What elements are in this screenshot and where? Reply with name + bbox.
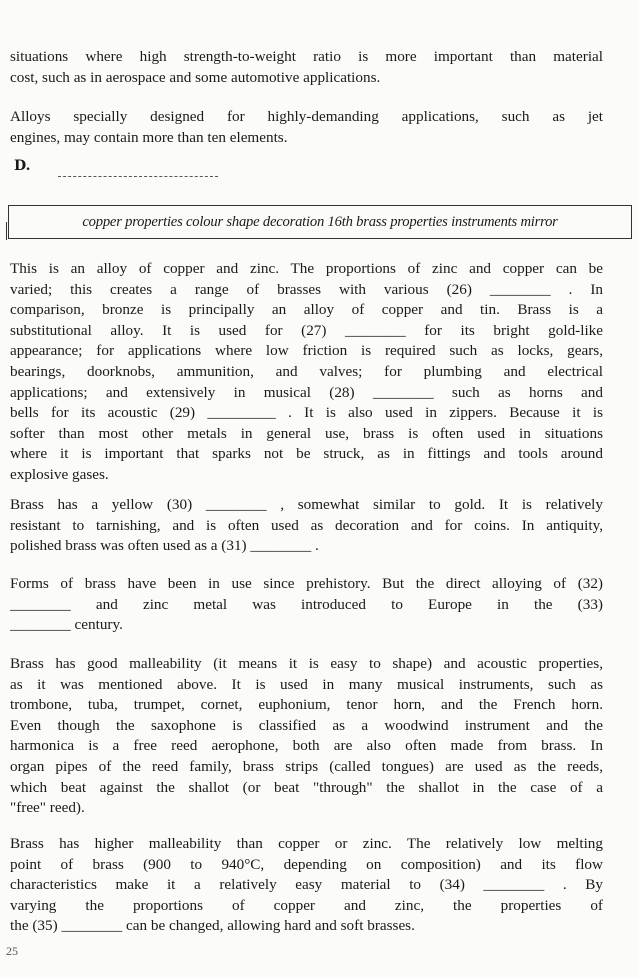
intro-paragraph-1 [10, 47, 603, 88]
text-line: Even though the saxophone is classified as a woodwind instrument and the [10, 716, 603, 734]
text-line: This is an alloy of copper and zinc. The proportions of zinc and copper can be [10, 260, 603, 277]
text-line: appearance; for applications where low friction is required such as locks, gears, [10, 342, 603, 360]
paragraph-brass-history [10, 574, 603, 636]
text-line: explosive gases. [10, 465, 109, 483]
text-line: cost, such as in aerospace and some automotive applications. [10, 68, 381, 86]
text-line: point of brass (900 to 940°C, depending on composition) and its flow [10, 855, 603, 873]
text-line: "free" reed). [10, 799, 85, 817]
text-line: situations where high strength-to-weight ratio is more important than material [10, 48, 603, 65]
section-title-blank [58, 176, 218, 177]
text-line: engines, may contain more than ten elements. [10, 128, 288, 146]
text-line: harmonica is a free reed aerophone, both are also often made from brass. In [10, 737, 603, 755]
paragraph-brass-malleability [10, 834, 603, 937]
text-line: polished brass was often used as a (31) ________ . [10, 537, 319, 555]
paragraph-brass-instruments [10, 654, 603, 819]
text-line: characteristics make it a relatively easy material to (34) ________ . By [10, 876, 603, 894]
text-line: organ pipes of the reed family, brass strips (called tongues) are used as the reeds, [10, 757, 603, 775]
intro-paragraph-2 [10, 107, 603, 148]
text-line: bells for its acoustic (29) _________ . It is also used in zippers. Because it is [10, 404, 603, 422]
section-label: D. [14, 158, 31, 174]
text-line: Brass has higher malleability than copper or zinc. The relatively low melting [10, 835, 603, 852]
text-line: softer than most other metals in general use, brass is often used in situations [10, 424, 603, 442]
text-line: Brass has good malleability (it means it is easy to shape) and acoustic properties, [10, 655, 603, 672]
text-line: varying the proportions of copper and zinc, the properties of [10, 896, 603, 914]
text-line: substitutional alloy. It is used for (27) ________ for its bright gold-like [10, 321, 603, 339]
text-line: ________ and zinc metal was introduced to Europe in the (33) [10, 595, 603, 613]
text-line: trombone, tuba, trumpet, cornet, euphonium, tenor horn, and the French horn. [10, 696, 603, 714]
text-line: comparison, bronze is principally an alloy of copper and tin. Brass is a [10, 301, 603, 319]
word-box-text: copper properties colour shape decoration 16th brass properties instruments mirror [82, 213, 558, 230]
paragraph-brass-intro [10, 259, 603, 486]
text-line: varied; this creates a range of brasses with various (26) ________ . In [10, 280, 603, 298]
page-number: 25 [6, 944, 18, 958]
text-line: ________ century. [10, 616, 123, 634]
text-line: Forms of brass have been in use since prehistory. But the direct alloying of (32) [10, 575, 603, 592]
text-line: Brass has a yellow (30) ________ , somewhat similar to gold. It is relatively [10, 496, 603, 513]
text-line: bearings, doorknobs, ammunition, and valves; for plumbing and electrical [10, 362, 603, 380]
paragraph-brass-colour [10, 495, 603, 557]
text-line: Alloys specially designed for highly-demanding applications, such as jet [10, 108, 603, 125]
text-line: resistant to tarnishing, and is often used as decoration and for coins. In antiquity, [10, 516, 603, 534]
text-line: the (35) ________ can be changed, allowing hard and soft brasses. [10, 917, 415, 935]
text-line: where it is important that sparks not be struck, as in fittings and tools around [10, 445, 603, 463]
text-line: applications; and extensively in musical (28) ________ such as horns and [10, 383, 603, 401]
word-box [8, 205, 632, 239]
text-line: as it was mentioned above. It is used in many musical instruments, such as [10, 675, 603, 693]
text-line: which beat against the shallot (or beat "through" the shallot in the case of a [10, 778, 603, 796]
